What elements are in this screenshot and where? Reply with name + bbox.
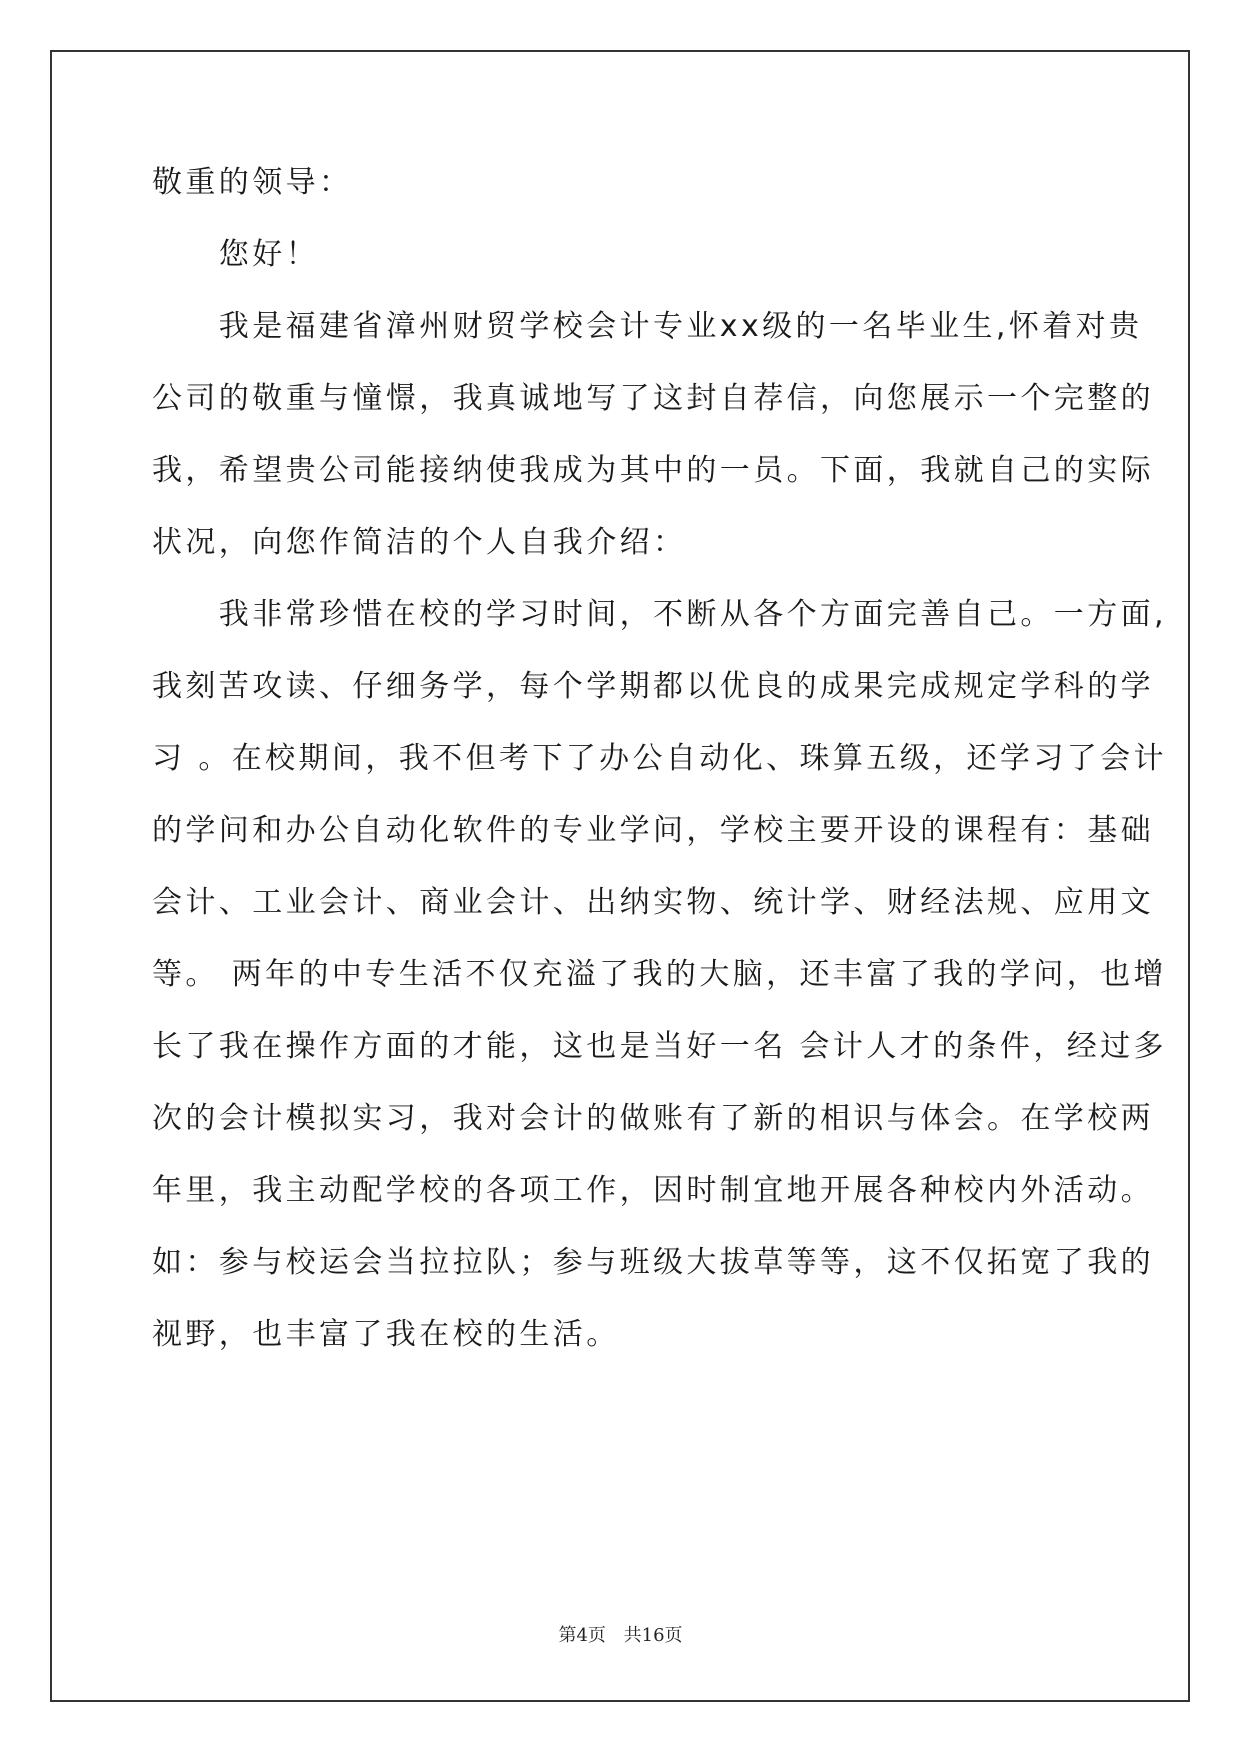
paragraph-line: 的学问和办公自动化软件的专业学问，学校主要开设的课程有：基础 <box>152 813 1154 848</box>
paragraph-line: 如：参与校运会当拉拉队；参与班级大拔草等等，这不仅拓宽了我的 <box>152 1245 1154 1280</box>
paragraph-line: 长了我在操作方面的才能，这也是当好一名 会计人才的条件，经过多 <box>152 1029 1167 1064</box>
paragraph-line: 会计、工业会计、商业会计、出纳实物、统计学、财经法规、应用文 <box>152 885 1154 920</box>
paragraph-line: 我非常珍惜在校的学习时间，不断从各个方面完善自己。一方面, <box>152 597 1167 632</box>
paragraph-line: 我是福建省漳州财贸学校会计专业xx级的一名毕业生,怀着对贵 <box>152 309 1143 344</box>
paragraph-line: 我刻苦攻读、仔细务学，每个学期都以优良的成果完成规定学科的学 <box>152 669 1154 704</box>
paragraph-line: 视野，也丰富了我在校的生活。 <box>152 1317 620 1352</box>
page-number: 第4页 <box>558 1625 606 1646</box>
paragraph-line: 次的会计模拟实习，我对会计的做账有了新的相识与体会。在学校两 <box>152 1101 1154 1136</box>
paragraph-line: 年里，我主动配学校的各项工作，因时制宜地开展各种校内外活动。 <box>152 1173 1154 1208</box>
paragraph-line: 公司的敬重与憧憬，我真诚地写了这封自荐信，向您展示一个完整的 <box>152 381 1154 416</box>
paragraph-line: 等。 两年的中专生活不仅充溢了我的大脑，还丰富了我的学问，也增 <box>152 957 1167 992</box>
page-border <box>50 50 1190 1702</box>
page-total: 共16页 <box>623 1625 683 1646</box>
page-footer <box>0 1621 1241 1647</box>
salutation: 敬重的领导： <box>152 165 353 200</box>
greeting: 您好！ <box>152 237 319 272</box>
paragraph-line: 状况，向您作简洁的个人自我介绍： <box>152 525 687 560</box>
paragraph-line: 我，希望贵公司能接纳使我成为其中的一员。下面，我就自己的实际 <box>152 453 1154 488</box>
paragraph-line: 习 。在校期间，我不但考下了办公自动化、珠算五级，还学习了会计 <box>152 741 1167 776</box>
